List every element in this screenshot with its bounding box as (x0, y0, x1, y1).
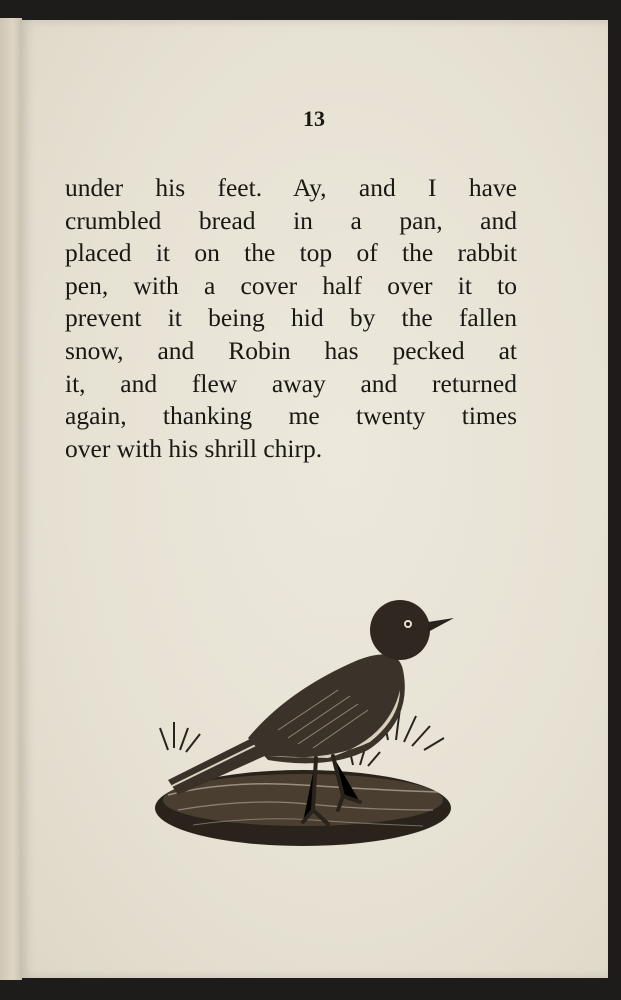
text-line: placed it on the top of the rabbit (65, 238, 517, 268)
text-line: pen, with a cover half over it to (65, 270, 517, 300)
text-line: over with his shrill chirp. (65, 433, 323, 463)
body-text (65, 172, 517, 465)
page-number: 13 (303, 106, 325, 131)
text-line: snow, and Robin has pecked at (65, 335, 517, 365)
text-line: under his feet. Ay, and I have (65, 173, 517, 202)
text-line: crumbled bread in a pan, and (65, 205, 517, 235)
text-line: again, thanking me twenty times (65, 401, 517, 431)
text-line: it, and flew away and returned (65, 368, 517, 398)
text-line: prevent it being hid by the fallen (65, 303, 517, 333)
facing-page-edge (0, 18, 22, 980)
bird-woodcut-icon (138, 590, 468, 860)
book-page (20, 20, 608, 978)
